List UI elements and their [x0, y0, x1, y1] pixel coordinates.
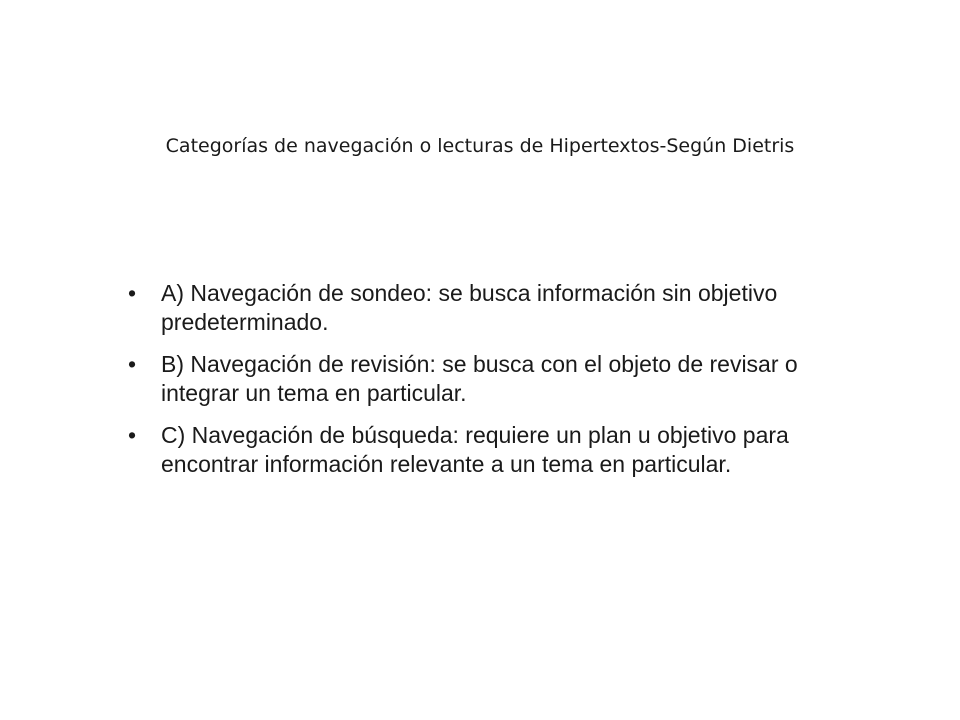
bullet-dot-icon: • [128, 280, 137, 306]
bullet-text-a: A) Navegación de sondeo: se busca información sin objetivo predeterminado. [161, 280, 778, 335]
bullet-item-c [128, 421, 848, 479]
bullet-text-c: C) Navegación de búsqueda: requiere un plan u objetivo para encontrar información relevante a un tema en particular. [161, 422, 789, 477]
bullet-dot-icon: • [128, 351, 137, 377]
bullet-text-b: B) Navegación de revisión: se busca con el objeto de revisar o integrar un tema en particular. [161, 351, 798, 406]
bullet-item-b [128, 350, 848, 408]
bullet-dot-icon: • [128, 422, 137, 448]
bullet-item-a [128, 279, 848, 337]
bullet-list [128, 279, 848, 492]
slide-title: Categorías de navegación o lecturas de Hipertextos-Según Dietris [165, 135, 795, 157]
